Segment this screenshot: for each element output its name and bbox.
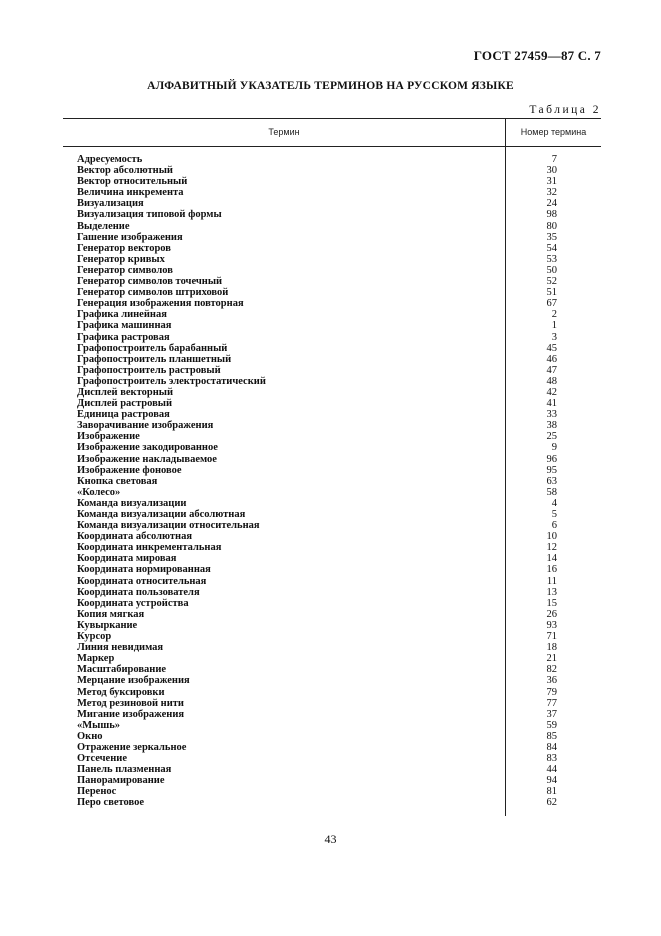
- term-number-cell: 52: [546, 276, 557, 288]
- term-number-cell: 94: [546, 775, 557, 787]
- table-caption: Таблица 2: [529, 104, 601, 116]
- term-cell: «Колесо»: [77, 486, 121, 498]
- table-row: [77, 209, 601, 220]
- table-row: [77, 487, 601, 498]
- term-cell: Курсор: [77, 631, 112, 643]
- term-number-cell: 47: [546, 364, 557, 376]
- term-number-cell: 9: [551, 442, 557, 454]
- table-row: [77, 653, 601, 664]
- term-cell: Единица растровая: [77, 409, 170, 421]
- table-row: [77, 387, 601, 398]
- term-number-cell: 84: [546, 741, 557, 753]
- table-row: [77, 198, 601, 209]
- term-number-cell: 58: [546, 486, 557, 498]
- term-cell: Визуализация типовой формы: [77, 209, 222, 221]
- term-number-cell: 2: [551, 309, 557, 321]
- table-row: [77, 698, 601, 709]
- term-cell: Изображение: [77, 431, 140, 443]
- table-row: [77, 165, 601, 176]
- table-row: [77, 531, 601, 542]
- term-number-cell: 45: [546, 342, 557, 354]
- table-header-rule: [63, 146, 601, 147]
- term-number-cell: 4: [551, 497, 557, 509]
- table-row: [77, 542, 601, 553]
- table-row: [77, 176, 601, 187]
- term-cell: Координата относительная: [77, 575, 207, 587]
- term-cell: Генератор кривых: [77, 253, 165, 265]
- term-cell: Гашение изображения: [77, 231, 183, 243]
- table-row: [77, 187, 601, 198]
- term-cell: Графика линейная: [77, 309, 167, 321]
- table-top-rule: [63, 118, 601, 119]
- table-row: [77, 664, 601, 675]
- term-number-cell: 77: [546, 697, 557, 709]
- term-cell: Генерация изображения повторная: [77, 298, 244, 310]
- table-row: [77, 509, 601, 520]
- term-number-cell: 83: [546, 753, 557, 765]
- term-number-cell: 48: [546, 375, 557, 387]
- table-row: [77, 287, 601, 298]
- table-row: [77, 420, 601, 431]
- term-cell: Вектор абсолютный: [77, 165, 173, 177]
- term-number-cell: 38: [546, 420, 557, 432]
- table-row: [77, 376, 601, 387]
- term-cell: Графопостроитель планшетный: [77, 353, 232, 365]
- table-row: [77, 254, 601, 265]
- table-row: [77, 731, 601, 742]
- term-number-cell: 12: [546, 542, 557, 554]
- term-cell: «Мышь»: [77, 719, 121, 731]
- term-cell: Генератор символов штриховой: [77, 287, 229, 299]
- table-row: [77, 154, 601, 165]
- term-number-cell: 63: [546, 475, 557, 487]
- term-cell: Графопостроитель растровый: [77, 364, 221, 376]
- term-cell: Дисплей векторный: [77, 386, 173, 398]
- table-row: [77, 687, 601, 698]
- term-cell: Линия невидимая: [77, 642, 164, 654]
- term-number-cell: 82: [546, 664, 557, 676]
- term-number-cell: 85: [546, 730, 557, 742]
- term-number-cell: 80: [546, 220, 557, 232]
- table-row: [77, 786, 601, 797]
- term-cell: Изображение закодированное: [77, 442, 218, 454]
- table-row: [77, 764, 601, 775]
- term-cell: Графопостроитель электростатический: [77, 375, 266, 387]
- term-number-cell: 71: [546, 631, 557, 643]
- term-number-cell: 98: [546, 209, 557, 221]
- term-number-cell: 35: [546, 231, 557, 243]
- term-cell: Величина инкремента: [77, 187, 184, 199]
- term-number-cell: 24: [546, 198, 557, 210]
- term-cell: Дисплей растровый: [77, 398, 172, 410]
- term-cell: Координата инкрементальная: [77, 542, 222, 554]
- term-cell: Команда визуализации относительная: [77, 520, 260, 532]
- term-number-cell: 1: [551, 320, 557, 332]
- table-row: [77, 742, 601, 753]
- term-cell: Отражение зеркальное: [77, 741, 187, 753]
- term-number-cell: 31: [546, 176, 557, 188]
- term-number-cell: 7: [551, 154, 557, 165]
- term-number-cell: 10: [546, 531, 557, 543]
- table-row: [77, 398, 601, 409]
- term-number-cell: 67: [546, 298, 557, 310]
- term-number-cell: 79: [546, 686, 557, 698]
- table-body: [77, 154, 601, 809]
- table-row: [77, 320, 601, 331]
- term-number-cell: 16: [546, 564, 557, 576]
- term-number-cell: 33: [546, 409, 557, 421]
- term-cell: Метод резиновой нити: [77, 697, 184, 709]
- term-number-cell: 41: [546, 398, 557, 410]
- table-row: [77, 309, 601, 320]
- term-number-cell: 42: [546, 386, 557, 398]
- term-cell: Адресуемость: [77, 154, 143, 165]
- table-row: [77, 298, 601, 309]
- table-row: [77, 587, 601, 598]
- term-cell: Мерцание изображения: [77, 675, 190, 687]
- term-number-cell: 18: [546, 642, 557, 654]
- term-cell: Координата нормированная: [77, 564, 211, 576]
- table-row: [77, 354, 601, 365]
- table-row: [77, 243, 601, 254]
- table-row: [77, 753, 601, 764]
- term-number-cell: 37: [546, 708, 557, 720]
- table-row: [77, 520, 601, 531]
- table-row: [77, 709, 601, 720]
- term-cell: Команда визуализации: [77, 497, 187, 509]
- term-cell: Перо световое: [77, 797, 145, 809]
- table-row: [77, 265, 601, 276]
- table-row: [77, 332, 601, 343]
- table-row: [77, 498, 601, 509]
- term-cell: Команда визуализации абсолютная: [77, 509, 246, 520]
- table-row: [77, 454, 601, 465]
- table-row: [77, 553, 601, 564]
- term-number-cell: 32: [546, 187, 557, 199]
- term-number-cell: 30: [546, 165, 557, 177]
- term-number-cell: 62: [546, 797, 557, 809]
- term-cell: Координата абсолютная: [77, 531, 193, 543]
- table-row: [77, 431, 601, 442]
- term-cell: Отсечение: [77, 753, 127, 765]
- term-number-cell: 15: [546, 597, 557, 609]
- term-number-cell: 3: [551, 331, 557, 343]
- term-cell: Графопостроитель барабанный: [77, 342, 228, 354]
- term-number-cell: 51: [546, 287, 557, 299]
- term-cell: Вектор относительный: [77, 176, 188, 188]
- table-row: [77, 576, 601, 587]
- term-number-cell: 96: [546, 453, 557, 465]
- document-code: ГОСТ 27459—87 С. 7: [473, 48, 601, 63]
- table-row: [77, 720, 601, 731]
- table-row: [77, 609, 601, 620]
- term-cell: Координата устройства: [77, 597, 189, 609]
- term-cell: Координата пользователя: [77, 586, 200, 598]
- term-number-cell: 44: [546, 764, 557, 776]
- term-number-cell: 26: [546, 608, 557, 620]
- term-number-cell: 53: [546, 253, 557, 265]
- term-cell: Копия мягкая: [77, 608, 145, 620]
- term-number-cell: 93: [546, 619, 557, 631]
- table-row: [77, 620, 601, 631]
- terms-table: [63, 118, 601, 818]
- term-number-cell: 46: [546, 353, 557, 365]
- term-cell: Графика машинная: [77, 320, 172, 332]
- table-row: [77, 797, 601, 808]
- table-row: [77, 642, 601, 653]
- table-row: [77, 675, 601, 686]
- table-row: [77, 221, 601, 232]
- term-cell: Панель плазменная: [77, 764, 172, 776]
- term-number-cell: 6: [551, 520, 557, 532]
- term-number-cell: 59: [546, 719, 557, 731]
- term-cell: Выделение: [77, 220, 130, 232]
- term-cell: Заворачивание изображения: [77, 420, 214, 432]
- term-number-cell: 25: [546, 431, 557, 443]
- term-cell: Графика растровая: [77, 331, 170, 343]
- column-header-term: Термин: [268, 127, 300, 137]
- term-number-cell: 54: [546, 242, 557, 254]
- column-header-number: Номер термина: [520, 127, 587, 137]
- page-title: АЛФАВИТНЫЙ УКАЗАТЕЛЬ ТЕРМИНОВ НА РУССКОМ ЯЗЫКЕ: [147, 80, 514, 92]
- term-cell: Маркер: [77, 653, 115, 665]
- table-row: [77, 442, 601, 453]
- term-cell: Генератор символов: [77, 264, 173, 276]
- term-cell: Кнопка световая: [77, 475, 158, 487]
- table-row: [77, 276, 601, 287]
- table-row: [77, 564, 601, 575]
- term-number-cell: 81: [546, 786, 557, 798]
- term-cell: Координата мировая: [77, 553, 177, 565]
- term-cell: Метод буксировки: [77, 686, 165, 698]
- table-row: [77, 343, 601, 354]
- term-cell: Изображение фоновое: [77, 464, 182, 476]
- table-row: [77, 631, 601, 642]
- term-cell: Перенос: [77, 786, 117, 798]
- term-cell: Кувыркание: [77, 619, 138, 631]
- term-cell: Окно: [77, 730, 103, 742]
- table-row: [77, 476, 601, 487]
- term-number-cell: 13: [546, 586, 557, 598]
- term-cell: Мигание изображения: [77, 708, 185, 720]
- term-cell: Генератор символов точечный: [77, 276, 223, 288]
- table-row: [77, 465, 601, 476]
- term-number-cell: 95: [546, 464, 557, 476]
- table-row: [77, 598, 601, 609]
- table-row: [77, 775, 601, 786]
- term-cell: Генератор векторов: [77, 242, 171, 254]
- table-row: [77, 409, 601, 420]
- page-number: 43: [324, 832, 337, 846]
- term-number-cell: 36: [546, 675, 557, 687]
- table-row: [77, 232, 601, 243]
- term-cell: Масштабирование: [77, 664, 167, 676]
- term-cell: Изображение накладываемое: [77, 453, 217, 465]
- term-number-cell: 50: [546, 264, 557, 276]
- term-number-cell: 5: [551, 509, 557, 520]
- term-number-cell: 11: [546, 575, 557, 587]
- term-number-cell: 14: [546, 553, 557, 565]
- term-cell: Визуализация: [77, 198, 144, 210]
- table-row: [77, 365, 601, 376]
- term-cell: Панорамирование: [77, 775, 165, 787]
- term-number-cell: 21: [546, 653, 557, 665]
